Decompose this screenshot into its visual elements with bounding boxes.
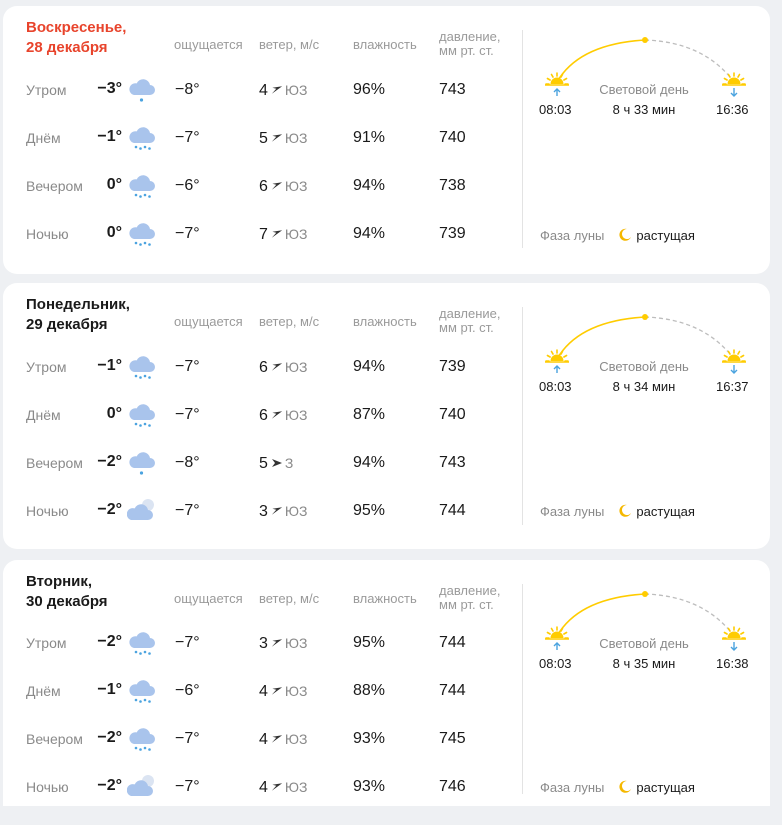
wind-speed: 4: [259, 82, 268, 99]
feels-like: −7°: [175, 225, 200, 242]
cloud-snow-icon: [127, 675, 157, 705]
period-label: Ночью: [26, 503, 69, 519]
col-header-humidity: влажность: [353, 37, 417, 52]
humidity: 96%: [353, 81, 386, 98]
pressure: 744: [439, 682, 466, 699]
moon-icon: [618, 504, 632, 518]
wind-arrow-sw-icon: [268, 503, 283, 520]
col-header-humidity: влажность: [353, 591, 417, 606]
cloud-snow-icon: [127, 399, 157, 429]
wind-direction: ЮЗ: [284, 779, 308, 795]
day-title: [26, 295, 166, 335]
temperature: −2°: [97, 777, 122, 794]
wind-arrow-sw-icon: [268, 359, 283, 376]
humidity: 95%: [353, 634, 386, 651]
cloud-snow-icon: [127, 627, 157, 657]
sun-panel: [529, 578, 759, 671]
moon-phase-label: Фаза луны: [540, 228, 605, 243]
cloudy-night-icon: [127, 495, 157, 525]
period-label: Вечером: [26, 731, 83, 747]
period-label: Ночью: [26, 226, 69, 242]
wind-arrow-sw-icon: [268, 130, 283, 147]
forecast-row: [3, 80, 523, 128]
wind-speed: 6: [259, 178, 268, 195]
moon-icon: [618, 780, 632, 794]
sunrise-time: 08:03: [539, 379, 572, 394]
forecast-row: [3, 176, 523, 224]
wind-speed: 6: [259, 359, 268, 376]
date-label: 30 декабря: [26, 593, 108, 610]
sunrise-icon: [545, 73, 569, 96]
sunrise-icon: [545, 627, 569, 650]
temperature: −1°: [97, 357, 122, 374]
temperature: −2°: [97, 453, 122, 470]
forecast-row: [3, 128, 523, 176]
col-header-wind: ветер, м/с: [259, 37, 320, 52]
day-card: [3, 283, 770, 549]
pressure: 745: [439, 730, 466, 747]
moon-phase: [540, 228, 695, 244]
sun-panel: [529, 24, 759, 117]
forecast-row: [3, 357, 523, 405]
wind-direction: ЮЗ: [284, 178, 308, 194]
day-title: [26, 572, 166, 612]
wind-direction: ЮЗ: [284, 503, 308, 519]
feels-like: −7°: [175, 502, 200, 519]
wind-arrow-sw-icon: [268, 683, 283, 700]
humidity: 95%: [353, 502, 386, 519]
wind: [259, 224, 308, 245]
moon-phase-value: растущая: [636, 504, 695, 519]
col-header-pressure-line2: мм рт. ст.: [439, 320, 494, 335]
moon-phase-value: растущая: [636, 780, 695, 795]
moon-phase: [540, 780, 695, 796]
wind-speed: 4: [259, 731, 268, 748]
pressure: 738: [439, 177, 466, 194]
col-header-feels: ощущается: [174, 37, 243, 52]
sunset-time: 16:38: [716, 656, 749, 671]
forecast-row: [3, 729, 523, 777]
wind: [259, 128, 308, 149]
wind-arrow-sw-icon: [268, 82, 283, 99]
temperature: −2°: [97, 501, 122, 518]
feels-like: −6°: [175, 177, 200, 194]
wind-arrow-sw-icon: [268, 178, 283, 195]
divider: [522, 30, 523, 248]
humidity: 94%: [353, 177, 386, 194]
divider: [522, 584, 523, 794]
pressure: 740: [439, 129, 466, 146]
weekday-label: Понедельник,: [26, 296, 130, 313]
pressure: 739: [439, 225, 466, 242]
wind: [259, 453, 293, 474]
wind-direction: ЮЗ: [284, 407, 308, 423]
wind: [259, 501, 308, 522]
cloudy-night-icon: [127, 771, 157, 801]
sunrise-time: 08:03: [539, 656, 572, 671]
wind: [259, 80, 308, 101]
cloud-snow-icon: [127, 170, 157, 200]
forecast-row: [3, 453, 523, 501]
col-header-pressure-line1: давление,: [439, 306, 501, 321]
col-header-pressure-line2: мм рт. ст.: [439, 597, 494, 612]
date-label: 28 декабря: [26, 39, 108, 56]
humidity: 94%: [353, 358, 386, 375]
pressure: 746: [439, 778, 466, 795]
wind-direction: ЮЗ: [284, 731, 308, 747]
col-header-humidity: влажность: [353, 314, 417, 329]
humidity: 87%: [353, 406, 386, 423]
period-label: Вечером: [26, 455, 83, 471]
wind-arrow-sw-icon: [268, 779, 283, 796]
sunset-time: 16:36: [716, 102, 749, 117]
col-header-wind: ветер, м/с: [259, 314, 320, 329]
sun-panel: [529, 301, 759, 394]
daylight-label: Световой день: [599, 359, 689, 374]
daylight-label: Световой день: [599, 636, 689, 651]
sunrise-time: 08:03: [539, 102, 572, 117]
cloud-snow-icon: [127, 351, 157, 381]
col-header-feels: ощущается: [174, 314, 243, 329]
sunset-icon: [722, 73, 746, 96]
feels-like: −7°: [175, 634, 200, 651]
wind-arrow-sw-icon: [268, 731, 283, 748]
wind: [259, 681, 308, 702]
temperature: −1°: [97, 681, 122, 698]
forecast-row: [3, 224, 523, 272]
wind: [259, 729, 308, 750]
wind-direction: ЮЗ: [284, 683, 308, 699]
col-header-pressure-line1: давление,: [439, 583, 501, 598]
pressure: 744: [439, 634, 466, 651]
temperature: 0°: [106, 176, 122, 193]
weekday-label: Воскресенье,: [26, 19, 127, 36]
sunset-time: 16:37: [716, 379, 749, 394]
moon-phase-label: Фаза луны: [540, 780, 605, 795]
wind-speed: 4: [259, 683, 268, 700]
wind: [259, 357, 308, 378]
feels-like: −7°: [175, 730, 200, 747]
pressure: 744: [439, 502, 466, 519]
wind-direction: ЮЗ: [284, 635, 308, 651]
cloud-snow-icon: [127, 122, 157, 152]
sunset-icon: [722, 350, 746, 373]
wind-arrow-sw-icon: [268, 407, 283, 424]
daylight-duration: 8 ч 33 мин: [612, 102, 676, 117]
wind-direction: ЮЗ: [284, 82, 308, 98]
col-header-pressure-line1: давление,: [439, 29, 501, 44]
period-label: Ночью: [26, 779, 69, 795]
feels-like: −6°: [175, 682, 200, 699]
divider: [522, 307, 523, 525]
temperature: −2°: [97, 729, 122, 746]
feels-like: −8°: [175, 454, 200, 471]
col-header-pressure: [439, 584, 501, 612]
humidity: 93%: [353, 730, 386, 747]
wind-speed: 7: [259, 226, 268, 243]
wind-arrow-sw-icon: [268, 226, 283, 243]
moon-phase: [540, 504, 695, 520]
pressure: 740: [439, 406, 466, 423]
cloud-snow-icon: [127, 723, 157, 753]
humidity: 94%: [353, 225, 386, 242]
pressure: 739: [439, 358, 466, 375]
cloud-light-snow-icon: [127, 447, 157, 477]
wind: [259, 405, 308, 426]
wind-speed: 3: [259, 503, 268, 520]
forecast-row: [3, 501, 523, 549]
feels-like: −7°: [175, 358, 200, 375]
cloud-snow-icon: [127, 218, 157, 248]
pressure: 743: [439, 81, 466, 98]
wind-direction: ЮЗ: [284, 226, 308, 242]
daylight-label: Световой день: [599, 82, 689, 97]
col-header-feels: ощущается: [174, 591, 243, 606]
wind-arrow-w-icon: [268, 455, 283, 472]
temperature: −1°: [97, 128, 122, 145]
moon-phase-label: Фаза луны: [540, 504, 605, 519]
period-label: Днём: [26, 407, 61, 423]
sunrise-icon: [545, 350, 569, 373]
col-header-pressure-line2: мм рт. ст.: [439, 43, 494, 58]
temperature: −2°: [97, 633, 122, 650]
wind-speed: 6: [259, 407, 268, 424]
wind-speed: 4: [259, 779, 268, 796]
humidity: 93%: [353, 778, 386, 795]
period-label: Вечером: [26, 178, 83, 194]
period-label: Днём: [26, 130, 61, 146]
daylight-duration: 8 ч 35 мин: [612, 656, 676, 671]
col-header-pressure: [439, 30, 501, 58]
temperature: 0°: [106, 224, 122, 241]
moon-phase-value: растущая: [636, 228, 695, 243]
moon-icon: [618, 228, 632, 242]
day-card: [3, 560, 770, 806]
forecast-row: [3, 633, 523, 681]
wind-direction: ЮЗ: [284, 130, 308, 146]
pressure: 743: [439, 454, 466, 471]
wind-arrow-sw-icon: [268, 635, 283, 652]
period-label: Утром: [26, 359, 67, 375]
feels-like: −7°: [175, 129, 200, 146]
humidity: 88%: [353, 682, 386, 699]
temperature: −3°: [97, 80, 122, 97]
forecast-row: [3, 405, 523, 453]
temperature: 0°: [106, 405, 122, 422]
col-header-wind: ветер, м/с: [259, 591, 320, 606]
humidity: 94%: [353, 454, 386, 471]
forecast-row: [3, 777, 523, 825]
wind-speed: 5: [259, 455, 268, 472]
period-label: Днём: [26, 683, 61, 699]
wind: [259, 633, 308, 654]
period-label: Утром: [26, 635, 67, 651]
day-card: [3, 6, 770, 274]
date-label: 29 декабря: [26, 316, 108, 333]
humidity: 91%: [353, 129, 386, 146]
period-label: Утром: [26, 82, 67, 98]
wind-speed: 5: [259, 130, 268, 147]
wind-direction: З: [284, 455, 294, 471]
feels-like: −8°: [175, 81, 200, 98]
col-header-pressure: [439, 307, 501, 335]
wind-direction: ЮЗ: [284, 359, 308, 375]
forecast-row: [3, 681, 523, 729]
day-title: [26, 18, 166, 58]
weekday-label: Вторник,: [26, 573, 93, 590]
wind: [259, 176, 308, 197]
feels-like: −7°: [175, 778, 200, 795]
wind-speed: 3: [259, 635, 268, 652]
daylight-duration: 8 ч 34 мин: [612, 379, 676, 394]
sunset-icon: [722, 627, 746, 650]
cloud-light-snow-icon: [127, 74, 157, 104]
feels-like: −7°: [175, 406, 200, 423]
wind: [259, 777, 308, 798]
